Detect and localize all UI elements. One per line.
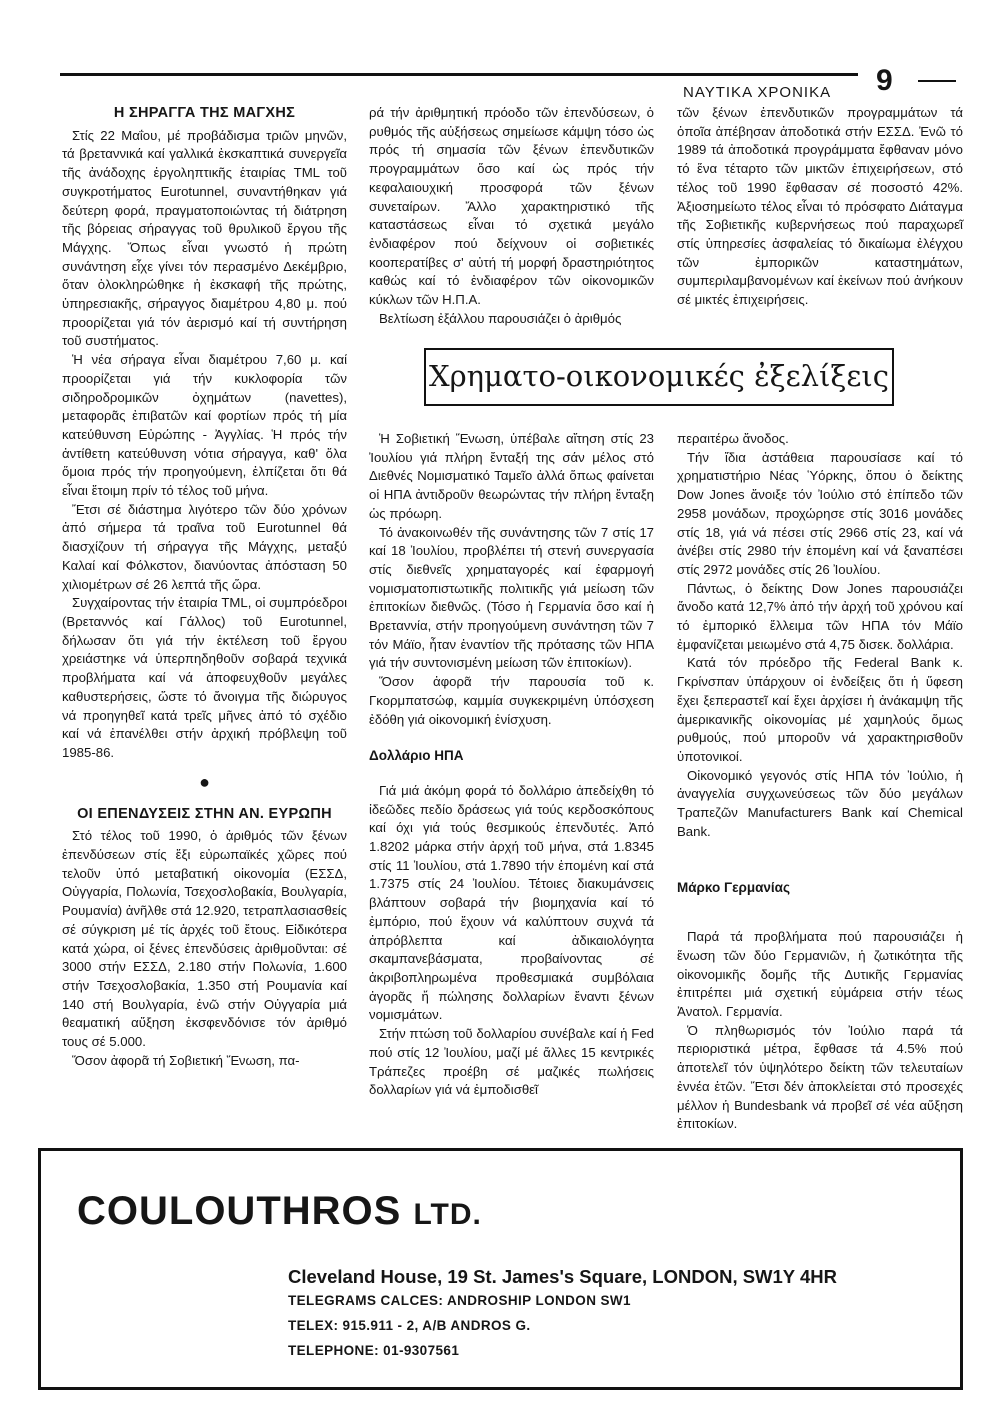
- column-1: [62, 104, 347, 1070]
- advertisement-box: [38, 1148, 963, 1390]
- subheading-dollar: Δολλάριο ΗΠΑ: [369, 748, 464, 764]
- page-number: 9: [876, 64, 893, 97]
- paragraph: Ἡ νέα σήραγα εἶναι διαμέτρου 7,60 μ. καί προορίζεται γιά τήν κυκλοφορία τῶν σιδηροδρομικῶν ὀχημάτων (navettes), μεταφορᾶς ἐπιβατῶν καί φορτίων πρός τή μία κατεύθυνση Εὐρώπης - Ἀγγλίας. Ἡ πρός τήν ἀντίθετη κατεύθυνση νότια σήραγγα, καθ' ὅλα ὅμοια πρός τήν προηγούμενη, ἐλπίζεται ὅτι θά εἶναι ἕτοιμη πρίν τό τέλος τοῦ μήνα.: [62, 352, 347, 499]
- section-banner: Χρηματο-οικονομικές ἐξελίξεις: [424, 348, 894, 406]
- article-heading-eastern-europe: ΟΙ ΕΠΕΝΔΥΣΕΙΣ ΣΤΗΝ ΑΝ. ΕΥΡΩΠΗ: [77, 805, 332, 822]
- paragraph: Στίς 22 Μαΐου, μέ προβάδισμα τριῶν μηνῶν, τά βρεταννικά καί γαλλικά ἐκσκαπτικά συνεργεῖα τῆς ἀνάδοχης ἐργοληπτικῆς ἑταιρίας TML τοῦ συγκροτήματος Eurotunnel, συναντήθηκαν γιά δεύτερη φορά, πραγματοποιώντας τή διάτρηση τῆς βόρειας σήραγγας τοῦ θρυλικοῦ ἔργου τῆς Μάγχης. Ὅπως εἶναι γνωστό ἡ πρώτη συνάντηση εἶχε γίνει τόν περασμένο Δεκέμβριο, ὅταν ὁλοκληρώθηκε ἡ ἐκσκαφή τῆς πρώτης, ὑπηρεσιακῆς, σήραγγος διαμέτρου 4,80 μ. πού προορίζεται γιά τόν ἀερισμό καί τή συντήρηση τοῦ συστήματος.: [62, 127, 347, 349]
- ad-company: COULOUTHROS: [77, 1189, 402, 1233]
- ad-company-name: [77, 1189, 482, 1234]
- ad-company-suffix: LTD.: [413, 1198, 482, 1231]
- header-tick: [918, 80, 956, 82]
- subheading-mark: Μάρκο Γερμανίας: [677, 880, 790, 896]
- paragraph: τῶν ξένων ἐπενδυτικῶν προγραμμάτων τά ὁποῖα ἀπέβησαν ἀποδοτικά στήν ΕΣΣΔ. Ἐνῶ τό 1989 τά ἀποδοτικά προγράμματα ἔφθαναν μόνο τό ἕνα τέταρτο τῶν μικτῶν ἐπιχειρήσεων, στό τέλος τοῦ 1990 ἔφθασαν σέ ποσοστό 42%. Ἀξιοσημείωτο τέλος εἶναι τό πρόσφατο Διάταγμα τῆς Σοβιετικῆς κυβερνήσεως πού παραχωρεῖ στίς ὑπηρεσίες ἀσφαλείας τό δικαίωμα ἐλέγχου τῶν ἐμπορικῶν καταστημάτων, συμπεριλαμβανομένων καί ἐκείνων πού ἀνήκουν σέ μικτές ἐπιχειρήσεις.: [677, 105, 963, 308]
- paragraph: Οἰκονομικό γεγονός στίς ΗΠΑ τόν Ἰούλιο, ἡ ἀναγγελία συγχωνεύσεως τῶν δύο μεγάλων Τραπεζῶν Manufacturers Bank καί Chemical Bank.: [677, 767, 963, 839]
- paragraph: Συγχαίροντας τήν ἑταιρία TML, οἱ συμπρόεδροι (Βρεταννός καί Γάλλος) τοῦ Eurotunnel, δήλωσαν ὅτι γιά τήν ἐκτέλεση τοῦ ἔργου χρειάστηκε νά ὑπερπηδηθοῦν σοβαρά τεχνικά προβλήματα καί νά ἀποφευχθοῦν μεγάλες καθυστερήσεις, ὥστε τό ἄνοιγμα τῆς διώρυγος νά προηγηθεῖ κατά τρεῖς μῆνες ἀπό τό σχέδιο καί νά ἐπανέλθει στήν ἀρχική πρόβλεψη τοῦ 1985-86.: [62, 595, 347, 760]
- ad-telephone: TELEPHONE: 01-9307561: [288, 1343, 460, 1358]
- paragraph: Ἡ Σοβιετική Ἕνωση, ὑπέβαλε αἴτηση στίς 23 Ἰουλίου γιά πλήρη ἔνταξή της σάν μέλος στό Διεθνές Νομισματικό Ταμεῖο ἀλλά ὅπως φαίνεται οἱ ΗΠΑ ἀντιδροῦν θεωρώντας τήν πλήρη ἔνταξη ὡς πρόωρη.: [369, 431, 654, 521]
- column-3-bottom: [677, 430, 963, 1134]
- ad-telegrams: TELEGRAMS CALCES: ANDROSHIP LONDON SW1: [288, 1293, 631, 1308]
- section-bullet: ●: [199, 771, 210, 792]
- column-3-top: [677, 104, 963, 310]
- paragraph: Ὅσον ἀφορᾶ τή Σοβιετική Ἕνωση, πα-: [72, 1052, 300, 1068]
- paragraph: Γιά μιά ἀκόμη φορά τό δολλάριο ἀπεδείχθη τό ἰδεῶδες πεδίο δράσεως γιά τούς κερδοσκόπους καί όχι γιά τούς θεσμικούς ἐπενδυτές. Ἀπό 1.8202 μάρκα στήν ἀρχή τοῦ μήνα, στά 1.8345 στίς 11 Ἰουλίου, στά 1.7890 τήν ἑπομένη καί στά 1.7375 στίς 24 Ἰουλίου. Τέτοιες διακυμάνσεις βλάπτουν σοβαρά τήν βιομηχανία καί τό ἐμπόριο, πού ἔχουν νά καλύπτουν συχνά τά ἀπρόβλεπτα καί ἀδικαιολόγητα σκαμπανεβάσματα, προβαίνοντας σέ ἀκριβοπληρωμένα προθεσμιακά συμβόλαια ἀγορᾶς ἤ πώλησης δολλαρίων ἔναντι ξένων νομισμάτων.: [369, 782, 654, 1023]
- column-2-top: [369, 104, 654, 328]
- paragraph: Ὅσον ἀφορᾶ τήν παρουσία τοῦ κ. Γκορμπατσώφ, καμμία συγκεκριμένη ὑπόσχεση ἐδόθη γιά οἰκονομική ἐνίσχυση.: [369, 674, 654, 727]
- paragraph: Τήν ἴδια ἀστάθεια παρουσίασε καί τό χρηματιστήριο Νέας Ὑόρκης, ὅπου ὁ δείκτης Dow Jones ἄνοιξε τόν Ἰούλιο στό ἐπίπεδο τῶν 2958 μονάδων, προχώρησε στίς 3016 μονάδες στίς 18, γιά νά πέσει στίς 2966 στίς 23, καί νά ἀνέβει στίς 2980 τήν ἑπομένη καί νά ξαναπέσει στίς 2972 μονάδες στίς 26 Ἰουλίου.: [677, 449, 963, 577]
- paragraph: Στήν πτώση τοῦ δολλαρίου συνέβαλε καί ἡ Fed πού στίς 12 Ἰουλίου, μαζί μέ ἄλλες 15 κεντρικές Τράπεζες προέβη σέ μαζικές πωλήσεις δολλαρίων γιά νά ἐμποδισθεῖ: [369, 1026, 654, 1098]
- journal-name: ΝΑΥΤΙΚΑ ΧΡΟΝΙΚΑ: [683, 84, 832, 101]
- paragraph: Τό ἀνακοινωθέν τῆς συνάντησης τῶν 7 στίς 17 καί 18 Ἰουλίου, προβλέπει τή στενή συνεργασία στίς διεθνεῖς χρηματαγορές καί ἐφαρμογή νομισματοπιστωτικῆς πολιτικῆς γιά μείωση τῶν ἐπιτοκίων διεθνῶς. (Τόσο ἡ Γερμανία ὅσο καί ἡ Βρεταννία, στήν προηγούμενη συνάντηση τῶν 7 τόν Μάϊο, ἦταν ἐναντίον τῆς πρότασης τῶν ΗΠΑ γιά τήν συντονισμένη μείωση τῶν ἐπιτοκίων).: [369, 524, 654, 671]
- paragraph: Βελτίωση ἐξάλλου παρουσιάζει ὁ ἀριθμός: [379, 310, 622, 326]
- ad-telex: TELEX: 915.911 - 2, A/B ANDROS G.: [288, 1318, 531, 1333]
- paragraph: Ὁ πληθωρισμός τόν Ἰούλιο παρά τά περιοριστικά μέτρα, ἔφθασε τά 4.5% πού ἀποτελεῖ τόν ὑψηλότερο δείκτη τῶν τελευταίων ἐννέα ἐτῶν. Ἔτσι δέν ἀποκλείεται στό προσεχές μέλλον ἡ Bundesbank νά προβεῖ σέ νέα αὔξηση ἐπιτοκίων.: [677, 1022, 963, 1132]
- article-heading-channel-tunnel: Η ΣΗΡΑΓΓΑ ΤΗΣ ΜΑΓΧΗΣ: [113, 105, 296, 121]
- header-rule: [60, 73, 858, 76]
- paragraph: Παρά τά προβλήματα πού παρουσιάζει ἡ ἕνωση τῶν δύο Γερμανιῶν, ἡ ζωτικότητα τῆς οἰκονομικῆς δομῆς τῆς Δυτικῆς Γερμανίας ἐπιτρέπει μιά σχετική εὐμάρεια στήν τέως Ἀνατολ. Γερμανία.: [677, 929, 963, 1019]
- paragraph: Κατά τόν πρόεδρο τῆς Federal Bank κ. Γκρίνσπαν ὑπάρχουν οἱ ἐνδείξεις ὅτι ἡ ὕφεση ἔχει ξεπεραστεῖ καί ἔχει ἀρχίσει ἡ ἀνάκαμψη τῆς ἀμερικανικῆς οἰκονομίας μέ χαμηλούς ὅμως ρυθμούς, πού μποροῦν νά χαρακτηρισθοῦν ὑποτονικοί.: [677, 655, 963, 764]
- paragraph: Ἔτσι σέ διάστημα λιγότερο τῶν δύο χρόνων ἀπό σήμερα τά τραῖνα τοῦ Eurotunnel θά διασχίζουν τή σήραγγα τῆς Μάγχης, μεταξύ Καλαί καί Φόλκστον, διανύοντας ἀπόσταση 50 χιλιομέτρων σέ 26 λεπτά τῆς ὥρα.: [62, 501, 347, 592]
- paragraph: Πάντως, ὁ δείκτης Dow Jones παρουσιάζει ἄνοδο κατά 12,7% ἀπό τήν ἀρχή τοῦ χρόνου καί τό ἐμπορικό ἔλλειμα τῶν ΗΠΑ τόν Μάϊο ἐμφανίζεται μειωμένο στά 4,75 δισεκ. δολλάρια.: [677, 580, 963, 652]
- paragraph: Στό τέλος τοῦ 1990, ὁ ἀριθμός τῶν ξένων ἐπενδύσεων στίς ἕξι εὐρωπαϊκές χῶρες πού τελοῦν ὑπό μεταβατική οἰκονομία (ΕΣΣΔ, Οὐγγαρία, Πολωνία, Τσεχοσλοβακία, Βουλγαρία, Ρουμανία) ἀνῆλθε στά 12.920, τετραπλασιασθείς σέ σύγκριση μέ τίς ἀρχές τοῦ ἔτους. Εἰδικότερα κατά χώρα, οἱ ξένες ἐπενδύσεις ἀριθμοῦνται: σέ 3000 στήν ΕΣΣΔ, 2.180 στήν Πολωνία, 1.600 στήν Τσεχοσλοβακία, 1.350 στή Ρουμανία καί 140 στή Βουλγαρία, ἐνῶ στήν Οὐγγαρία μιά θεαματική αὔξηση ἐκσφενδόνισε τόν ἀριθμό τους σέ 5.000.: [62, 828, 347, 1050]
- paragraph: ρά τήν ἀριθμητική πρόοδο τῶν ἐπενδύσεων, ὁ ρυθμός τῆς αὐξήσεως σημείωσε κάμψη τόσο ὡς πρός τή σημασία τῶν ξένων ἐπενδυτικῶν προγραμμάτων ὅσο καί ὡς πρός τήν κεφαλαιουχική προσφορά τῶν ξένων συνεταίρων. Ἄλλο χαρακτηριστικό τῆς καταστάσεως εἶναι τό σχετικά μεγάλο ἐνδιαφέρον πού δείχνουν οἱ σοβιετικές κοοπερατίβες σ' αὐτή τή μορφή δραστηριότητος καθώς καί τό ἐνδιαφέρον τῶν οἰκονομικῶν κύκλων τῶν Η.Π.Α.: [369, 105, 654, 308]
- paragraph: περαιτέρω ἄνοδος.: [677, 431, 789, 446]
- column-2-bottom: [369, 430, 654, 1100]
- ad-address: Cleveland House, 19 St. James's Square, LONDON, SW1Y 4HR: [288, 1266, 837, 1287]
